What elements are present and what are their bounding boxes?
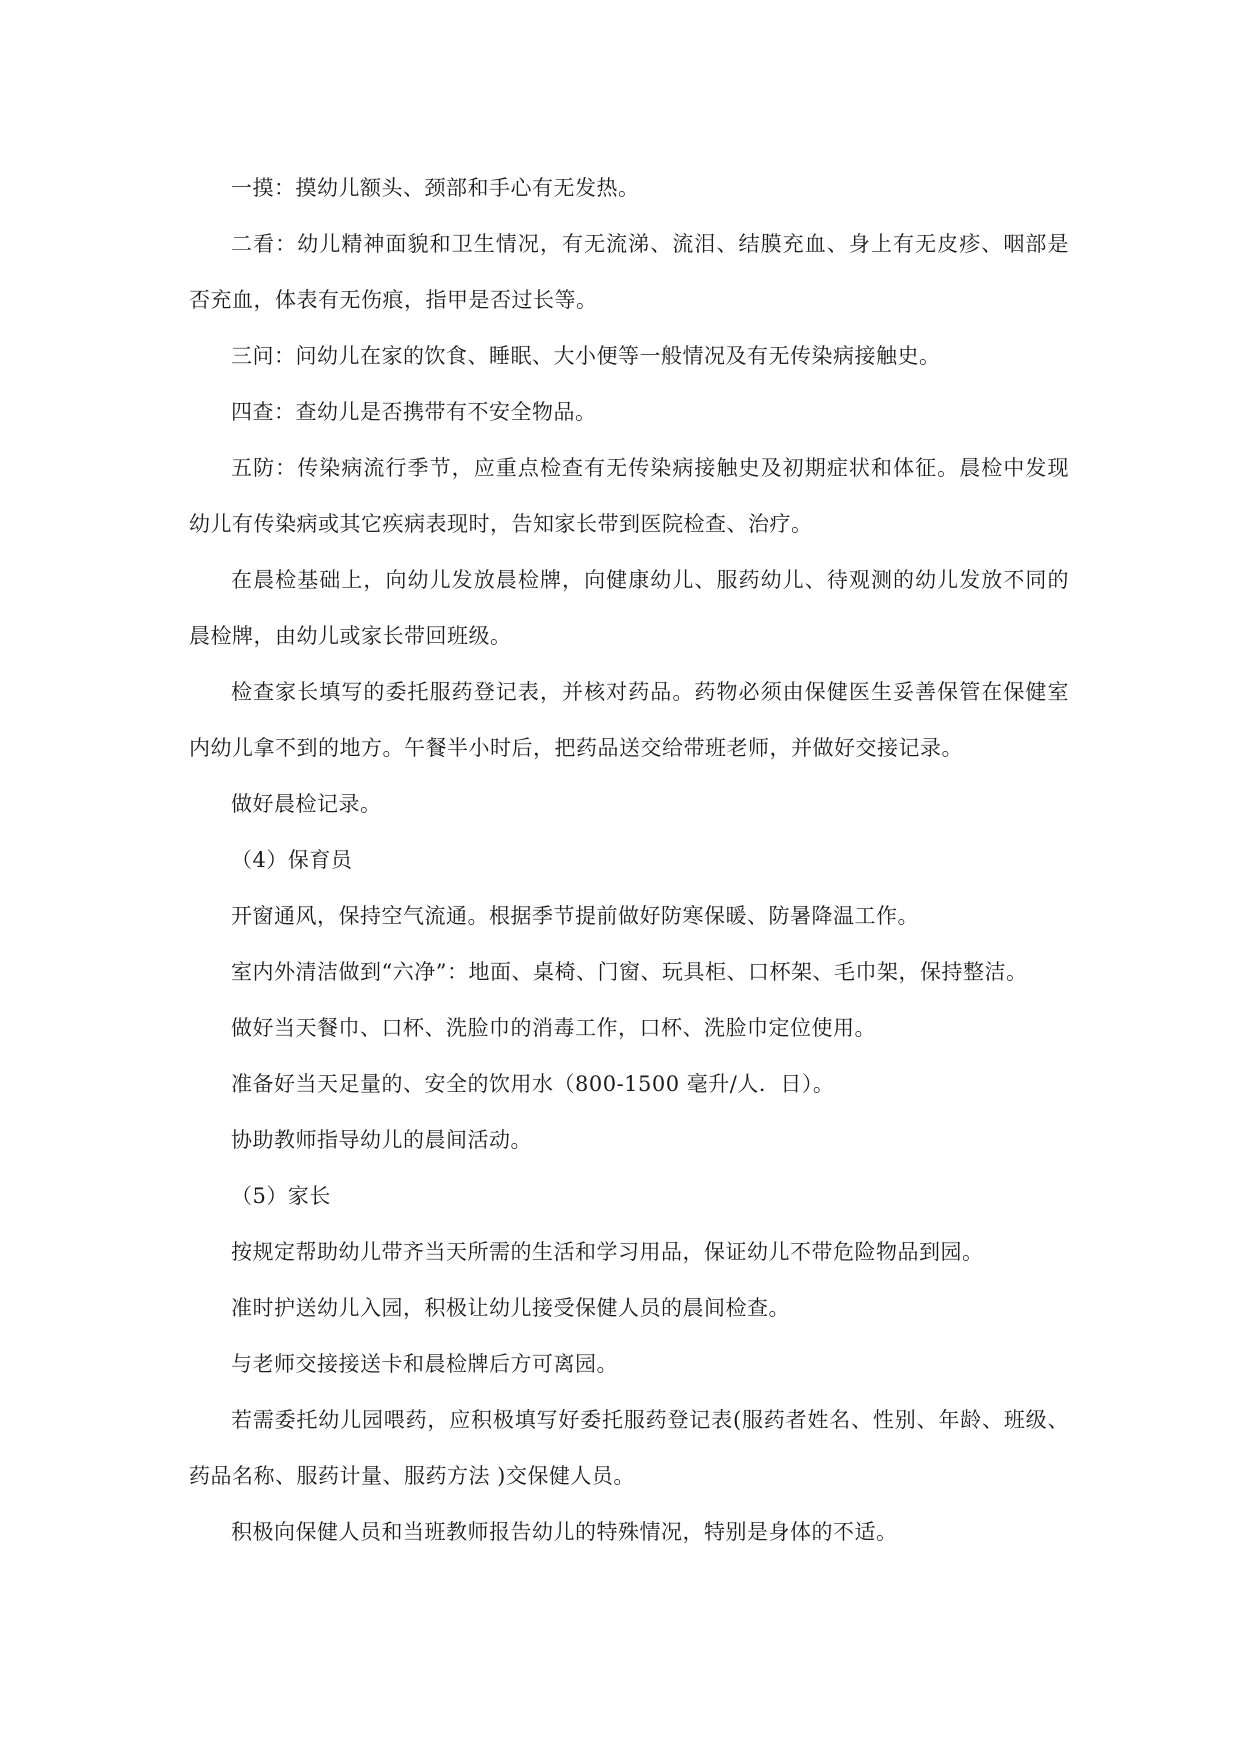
paragraph-cleaning: 室内外清洁做到“六净”：地面、桌椅、门窗、玩具柜、口杯架、毛巾架，保持整洁。: [231, 960, 1028, 984]
paragraph-ask: 三问：问幼儿在家的饮食、睡眠、大小便等一般情况及有无传染病接触史。: [231, 344, 941, 368]
section-heading-caregiver: （4）保育员: [231, 848, 353, 872]
paragraph-check-card: 在晨检基础上，向幼儿发放晨检牌，向健康幼儿、服药幼儿、待观测的幼儿发放不同的晨检牌，由幼儿或家长带回班级。: [189, 568, 1069, 648]
paragraph-supplies: 按规定帮助幼儿带齐当天所需的生活和学习用品，保证幼儿不带危险物品到园。: [231, 1240, 984, 1264]
paragraph-disinfection: 做好当天餐巾、口杯、洗脸巾的消毒工作，口杯、洗脸巾定位使用。: [231, 1016, 876, 1040]
paragraph-look: 二看：幼儿精神面貌和卫生情况，有无流涕、流泪、结膜充血、身上有无皮疹、咽部是否充血，体表有无伤痕，指甲是否过长等。: [189, 232, 1069, 312]
paragraph-assist: 协助教师指导幼儿的晨间活动。: [231, 1128, 532, 1152]
paragraph-touch: 一摸：摸幼儿额头、颈部和手心有无发热。: [231, 176, 640, 200]
paragraph-prevent: 五防：传染病流行季节，应重点检查有无传染病接触史及初期症状和体征。晨检中发现幼儿有传染病或其它疾病表现时，告知家长带到医院检查、治疗。: [189, 456, 1069, 536]
paragraph-handover: 与老师交接接送卡和晨检牌后方可离园。: [231, 1352, 618, 1376]
section-heading-parents: （5）家长: [231, 1184, 331, 1208]
paragraph-check: 四查：查幼儿是否携带有不安全物品。: [231, 400, 597, 424]
paragraph-medication: 检查家长填写的委托服药登记表，并核对药品。药物必须由保健医生妥善保管在保健室内幼儿拿不到的地方。午餐半小时后，把药品送交给带班老师，并做好交接记录。: [189, 680, 1069, 760]
paragraph-report: 积极向保健人员和当班教师报告幼儿的特殊情况，特别是身体的不适。: [231, 1520, 898, 1544]
paragraph-delegate-medication: 若需委托幼儿园喂药，应积极填写好委托服药登记表(服药者姓名、性别、年龄、班级、药品名称、服药计量、服药方法 )交保健人员。: [189, 1408, 1069, 1488]
paragraph-record: 做好晨检记录。: [231, 792, 382, 816]
paragraph-ventilation: 开窗通风，保持空气流通。根据季节提前做好防寒保暖、防暑降温工作。: [231, 904, 919, 928]
paragraph-water: 准备好当天足量的、安全的饮用水（800-1500 毫升/人．日）。: [231, 1072, 835, 1096]
paragraph-escort: 准时护送幼儿入园，积极让幼儿接受保健人员的晨间检查。: [231, 1296, 790, 1320]
document-body: [189, 160, 1069, 1560]
